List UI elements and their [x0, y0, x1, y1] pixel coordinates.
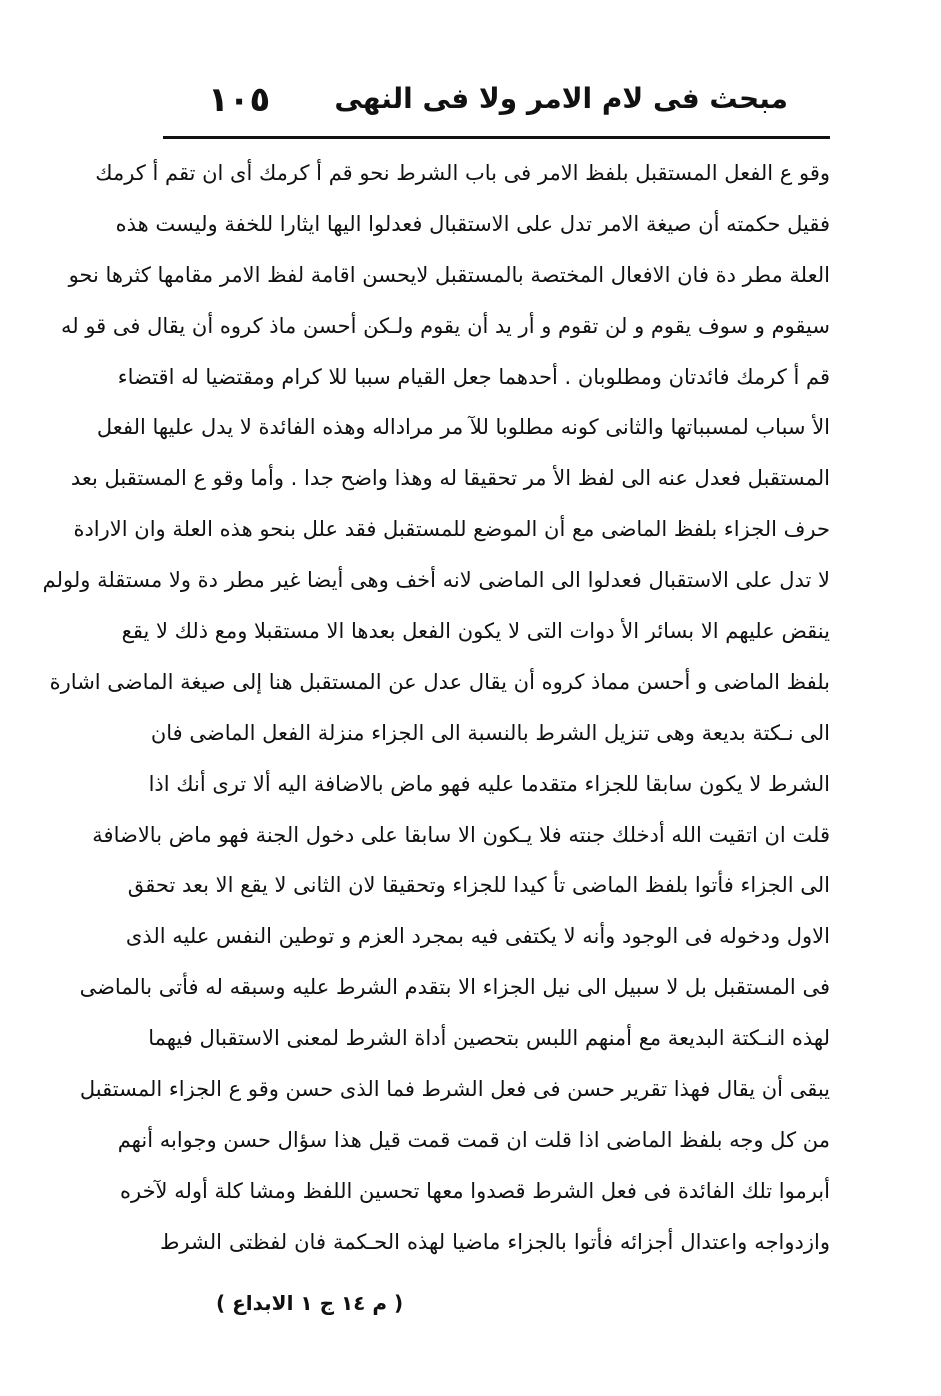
text-line: الى الجزاء فأتوا بلفظ الماضى تأ كيدا للجزاء وتحقيقا لان الثانى لا يقع الا بعد تحقق: [127, 873, 830, 898]
text-line: وازدواجه واعتدال أجزائه فأتوا بالجزاء ماضيا لهذه الحـكمة فان لفظتى الشرط: [160, 1229, 830, 1254]
page-header: [160, 78, 828, 128]
text-line: الشرط لا يكون سابقا للجزاء متقدما عليه فهو ماض بالاضافة اليه ألا ترى أنك اذا: [148, 771, 830, 796]
text-line: سيقوم و سوف يقوم و لن تقوم و أر يد أن يقوم ولـكن أحسن ماذ كروه أن يقال فى قو له: [61, 313, 830, 338]
text-line: فقيل حكمته أن صيغة الامر تدل على الاستقبال فعدلوا اليها ايثارا للخفة ولیست هذه: [115, 211, 830, 236]
page-title: مبحث فى لام الامر ولا فى النهى: [334, 82, 788, 115]
body-text: [42, 148, 830, 1268]
text-line: أبرموا تلك الفائدة فى فعل الشرط قصدوا معها تحسين اللفظ ومشا كلة أوله لآخره: [119, 1178, 830, 1203]
text-line: بلفظ الماضى و أحسن مماذ كروه أن يقال عدل عن المستقبل هنا إلى صيغة الماضى اشارة: [49, 669, 830, 694]
page-number: ١٠٥: [208, 80, 271, 120]
text-line: حرف الجزاء بلفظ الماضى مع أن الموضع للمستقبل فقد علل بنحو هذه العلة وان الارادة: [73, 517, 830, 542]
text-line: يبقى أن يقال فهذا تقرير حسن فى فعل الشرط فما الذى حسن وقو ع الجزاء المستقبل: [79, 1077, 830, 1102]
text-line: قلت ان اتقيت الله أدخلك جنته فلا يـكون الا سابقا على دخول الجنة فهو ماض بالاضافة: [92, 822, 830, 847]
text-line: قم أ كرمك فائدتان ومطلوبان . أحدهما جعل القيام سببا للا كرام ومقتضيا له اقتضاء: [117, 364, 830, 389]
text-line: لا تدل على الاستقبال فعدلوا الى الماضى لانه أخف وهى أيضا غير مطر دة ولا مستقلة ولولم: [42, 568, 830, 593]
text-line: الأ سباب لمسبباتها والثانى كونه مطلوبا للآ مر مراداله وهذه الفائدة لا يدل عليها الفعل: [96, 415, 830, 440]
text-line: الى نـكتة بديعة وهى تنزيل الشرط بالنسبة الى الجزاء منزلة الفعل الماضى فان: [150, 720, 830, 745]
text-line: وقو ع الفعل المستقبل بلفظ الامر فى باب الشرط نحو قم أ كرمك أى ان تقم أ كرمك: [95, 161, 830, 185]
text-line: فى المستقبل بل لا سبيل الى نيل الجزاء الا بتقدم الشرط عليه وسبقه له فأتى بالماضى: [79, 975, 830, 1000]
text-line: الاول ودخوله فى الوجود وأنه لا يكتفى فيه بمجرد العزم و توطين النفس عليه الذى: [125, 924, 830, 949]
text-line: ينقض عليهم الا بسائر الأ دوات التى لا يكون الفعل بعدها الا مستقبلا ومع ذلك لا يقع: [121, 619, 830, 644]
text-line: لهذه النـكتة البديعة مع أمنهم اللبس بتحصين أداة الشرط لمعنى الاستقبال فيهما: [148, 1026, 830, 1051]
signature-mark: ( م ١٤ ج ١ الابداع ): [216, 1291, 404, 1315]
header-rule: [163, 136, 830, 139]
text-line: المستقبل فعدل عنه الى لفظ الأ مر تحقيقا له وهذا واضح جدا . وأما وقو ع المستقبل بعد: [70, 466, 830, 491]
text-line: العلة مطر دة فان الافعال المختصة بالمستقبل لايحسن اقامة لفظ الامر مقامها كثرها نحو: [68, 262, 830, 287]
text-line: من كل وجه بلفظ الماضى اذا قلت ان قمت قمت قيل هذا سؤال حسن وجوابه أنهم: [117, 1127, 830, 1152]
